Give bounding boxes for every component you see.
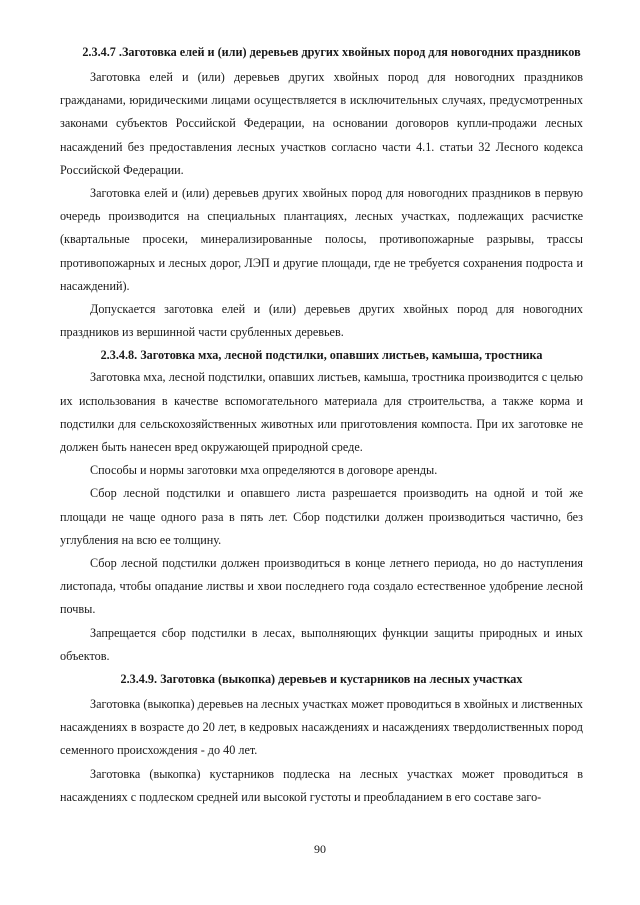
paragraph: Заготовка елей и (или) деревьев других хвойных пород для новогодних праздников гражданами, юридическими лицами осуществляется в исключительных случаях, предусмотренных законами субъектов Российской Федерации, на основании договоров купли-продажи лесных насаждений без предоставления лесных участков согласно части 4.1. статьи 32 Лесного кодекса Российской Федерации. [60, 70, 583, 177]
paragraph: Сбор лесной подстилки должен производиться в конце летнего периода, но до наступления листопада, чтобы опадание листвы и хвои последнего года создало естественное удобрение лесной почвы. [60, 556, 583, 617]
paragraph: Запрещается сбор подстилки в лесах, выполняющих функции защиты природных и иных объектов. [60, 625, 583, 663]
section-heading: 2.3.4.8. Заготовка мха, лесной подстилки, опавших листьев, камыша, тростника [100, 348, 543, 363]
paragraph: Заготовка (выкопка) деревьев на лесных участках может проводиться в хвойных и лиственных насаждениях в возрасте до 20 лет, в кедровых насаждениях и насаждениях твердолиственных пород семенного происхождения - до 40 лет. [60, 697, 583, 758]
section-heading: 2.3.4.9. Заготовка (выкопка) деревьев и кустарников на лесных участках [120, 672, 523, 687]
page-number: 90 [314, 842, 326, 856]
paragraph: Сбор лесной подстилки и опавшего листа разрешается производить на одной и той же площади не чаще одного раза в пять лет. Сбор подстилки должен производиться частично, без углубления на всю ее толщину. [60, 486, 583, 547]
paragraph: Заготовка мха, лесной подстилки, опавших листьев, камыша, тростника производится с целью их использования в качестве вспомогательного материала для строительства, а также корма и подстилки для сельскохозяйственных животных или приготовления компоста. При их заготовке не должен быть нанесен вред окружающей природной среде. [60, 370, 583, 455]
paragraph: Способы и нормы заготовки мха определяются в договоре аренды. [90, 463, 438, 478]
paragraph: Заготовка (выкопка) кустарников подлеска на лесных участках может проводиться в насаждениях с подлеском средней или высокой густоты и преобладанием в его составе заго- [60, 766, 583, 804]
paragraph: Заготовка елей и (или) деревьев других хвойных пород для новогодних праздников в первую очередь производится на специальных плантациях, лесных участках, подлежащих расчистке (квартальные просеки, минерализированные полосы, противопожарные разрывы, трассы противопожарных и лесных дорог, ЛЭП и другие площади, где не требуется сохранения подроста и насаждений). [60, 186, 583, 293]
section-heading: 2.3.4.7 .Заготовка елей и (или) деревьев других хвойных пород для новогодних праздников [82, 45, 581, 59]
paragraph: Допускается заготовка елей и (или) деревьев других хвойных пород для новогодних праздников из вершинной части срубленных деревьев. [60, 302, 583, 340]
